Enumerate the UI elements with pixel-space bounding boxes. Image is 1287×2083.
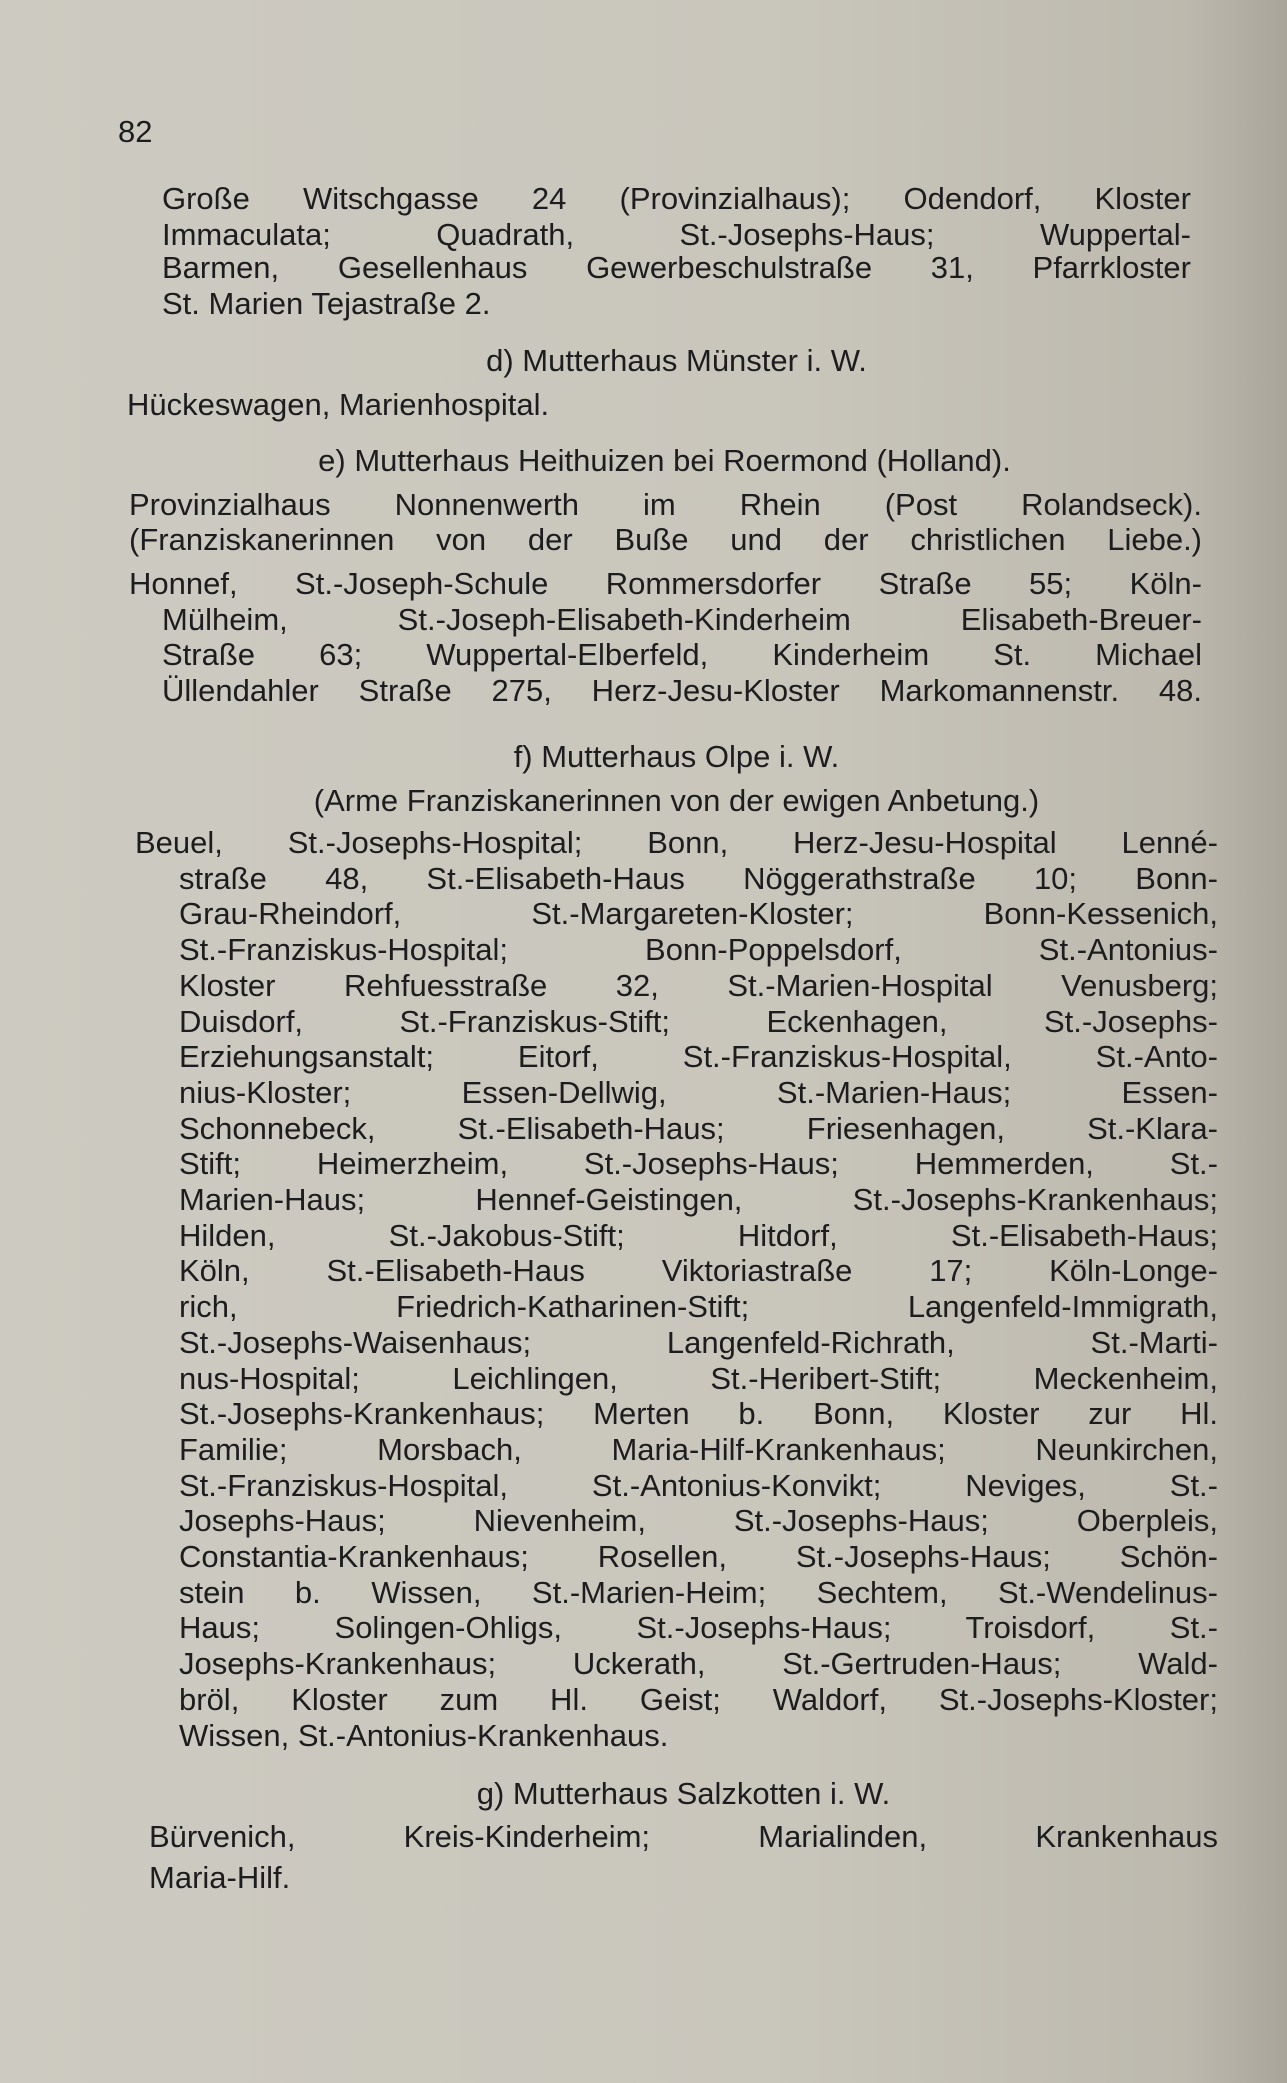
text-line [179, 1430, 1218, 1470]
line-text: Erziehungsanstalt; Eitorf, St.-Franziskus-Hospital, St.-Anto- [179, 1039, 1218, 1075]
line-text: Kloster Rehfuesstraße 32, St.-Marien-Hospital Venusberg; [179, 967, 1218, 1003]
section-heading [127, 441, 1202, 481]
text-line [179, 859, 1218, 899]
text-line [179, 1359, 1218, 1399]
line-text: (Arme Franziskanerinnen von der ewigen Anbetung.) [313, 783, 1040, 818]
text-line [179, 966, 1218, 1006]
text-line [162, 179, 1191, 219]
line-text: Straße 63; Wuppertal-Elberfeld, Kinderheim St. Michael [162, 637, 1202, 672]
text-line [135, 823, 1218, 863]
line-text: St. Marien Tejastraße 2. [162, 286, 491, 321]
text-line [179, 1501, 1218, 1541]
line-text: Köln, St.-Elisabeth-Haus Viktoriastraße 17; Köln-Longe- [179, 1253, 1218, 1289]
line-text: Stift; Heimerzheim, St.-Josephs-Haus; Hemmerden, St.- [179, 1146, 1218, 1182]
line-text: stein b. Wissen, St.-Marien-Heim; Sechtem, St.-Wendelinus- [179, 1574, 1218, 1610]
line-text: St.-Josephs-Krankenhaus; Merten b. Bonn, Kloster zur Hl. [179, 1396, 1218, 1432]
text-line [179, 1466, 1218, 1506]
text-line [179, 1073, 1218, 1113]
line-text: bröl, Kloster zum Hl. Geist; Waldorf, St.-Josephs-Kloster; [179, 1681, 1218, 1717]
line-text: St.-Franziskus-Hospital; Bonn-Poppelsdorf, St.-Antonius- [179, 932, 1218, 968]
line-text: (Franziskanerinnen von der Buße und der christlichen Liebe.) [129, 522, 1202, 557]
line-text: St.-Franziskus-Hospital, St.-Antonius-Konvikt; Neviges, St.- [179, 1467, 1218, 1503]
line-text: Wissen, St.-Antonius-Krankenhaus. [179, 1717, 669, 1753]
line-text: Mülheim, St.-Joseph-Elisabeth-Kinderheim Elisabeth-Breuer- [162, 602, 1202, 637]
line-text: Beuel, St.-Josephs-Hospital; Bonn, Herz-Jesu-Hospital Lenné- [135, 825, 1218, 860]
text-line [179, 1180, 1218, 1220]
text-line [179, 1608, 1218, 1648]
text-line [179, 1573, 1218, 1613]
text-line [179, 1251, 1218, 1291]
text-line [179, 1216, 1218, 1256]
text-line [179, 1680, 1218, 1720]
line-text: Barmen, Gesellenhaus Gewerbeschulstraße 31, Pfarrkloster [162, 250, 1191, 285]
subheading [135, 781, 1218, 821]
line-text: Familie; Morsbach, Maria-Hilf-Krankenhaus; Neunkirchen, [179, 1431, 1218, 1467]
line-text: nus-Hospital; Leichlingen, St.-Heribert-Stift; Meckenheim, [179, 1360, 1218, 1396]
text-line [179, 1144, 1218, 1184]
line-text: Josephs-Haus; Nievenheim, St.-Josephs-Haus; Oberpleis, [179, 1503, 1218, 1539]
line-text: g) Mutterhaus Salzkotten i. W. [476, 1776, 891, 1811]
line-text: Bürvenich, Kreis-Kinderheim; Marialinden, Krankenhaus [149, 1819, 1218, 1854]
text-line [162, 248, 1191, 288]
line-text: Haus; Solingen-Ohligs, St.-Josephs-Haus; Troisdorf, St.- [179, 1610, 1218, 1646]
line-text: Maria-Hilf. [149, 1860, 291, 1895]
line-text: Immaculata; Quadrath, St.-Josephs-Haus; Wuppertal- [162, 217, 1191, 252]
line-text: Honnef, St.-Joseph-Schule Rommersdorfer Straße 55; Köln- [129, 566, 1202, 601]
line-text: nius-Kloster; Essen-Dellwig, St.-Marien-Haus; Essen- [179, 1074, 1218, 1110]
line-text: d) Mutterhaus Münster i. W. [486, 343, 867, 378]
line-text: Üllendahler Straße 275, Herz-Jesu-Kloster Markomannenstr. 48. [162, 673, 1202, 708]
page-number: 82 [118, 114, 153, 149]
line-text: Duisdorf, St.-Franziskus-Stift; Eckenhagen, St.-Josephs- [179, 1003, 1218, 1039]
text-line [179, 1037, 1218, 1077]
text-line [179, 1002, 1218, 1042]
text-line [149, 1858, 1218, 1898]
text-line [127, 385, 1191, 425]
section-heading [135, 737, 1218, 777]
text-line [179, 1537, 1218, 1577]
line-text: St.-Josephs-Waisenhaus; Langenfeld-Richrath, St.-Marti- [179, 1324, 1218, 1360]
text-line [129, 564, 1202, 604]
section-heading [149, 1774, 1218, 1814]
section-heading [162, 341, 1191, 381]
line-text: Constantia-Krankenhaus; Rosellen, St.-Josephs-Haus; Schön- [179, 1539, 1218, 1574]
line-text: straße 48, St.-Elisabeth-Haus Nöggerathstraße 10; Bonn- [179, 860, 1218, 896]
text-line [179, 1716, 1218, 1756]
line-text: rich, Friedrich-Katharinen-Stift; Langenfeld-Immigrath, [179, 1289, 1218, 1325]
line-text: Große Witschgasse 24 (Provinzialhaus); Odendorf, Kloster [162, 181, 1191, 216]
text-line [162, 284, 1191, 324]
line-text: Josephs-Krankenhaus; Uckerath, St.-Gertruden-Haus; Wald- [179, 1646, 1218, 1682]
text-line [162, 600, 1202, 640]
text-line [179, 1323, 1218, 1363]
line-text: Provinzialhaus Nonnenwerth im Rhein (Post Rolandseck). [129, 487, 1202, 522]
text-line [162, 635, 1202, 675]
text-line [179, 1394, 1218, 1434]
line-text: Marien-Haus; Hennef-Geistingen, St.-Josephs-Krankenhaus; [179, 1182, 1218, 1217]
line-text: Grau-Rheindorf, St.-Margareten-Kloster; Bonn-Kessenich, [179, 896, 1218, 932]
line-text: Hückeswagen, Marienhospital. [127, 387, 550, 422]
line-text: Schonnebeck, St.-Elisabeth-Haus; Friesenhagen, St.-Klara- [179, 1110, 1218, 1146]
line-text: Hilden, St.-Jakobus-Stift; Hitdorf, St.-Elisabeth-Haus; [179, 1217, 1218, 1253]
text-line [179, 1287, 1218, 1327]
line-text: e) Mutterhaus Heithuizen bei Roermond (Holland). [318, 443, 1011, 478]
text-line [129, 520, 1202, 560]
text-line [179, 930, 1218, 970]
text-line [179, 1109, 1218, 1149]
text-line [149, 1817, 1218, 1857]
text-line [179, 1644, 1218, 1684]
text-line [129, 485, 1202, 525]
line-text: f) Mutterhaus Olpe i. W. [513, 739, 840, 774]
text-line [179, 894, 1218, 934]
text-line [162, 671, 1202, 711]
